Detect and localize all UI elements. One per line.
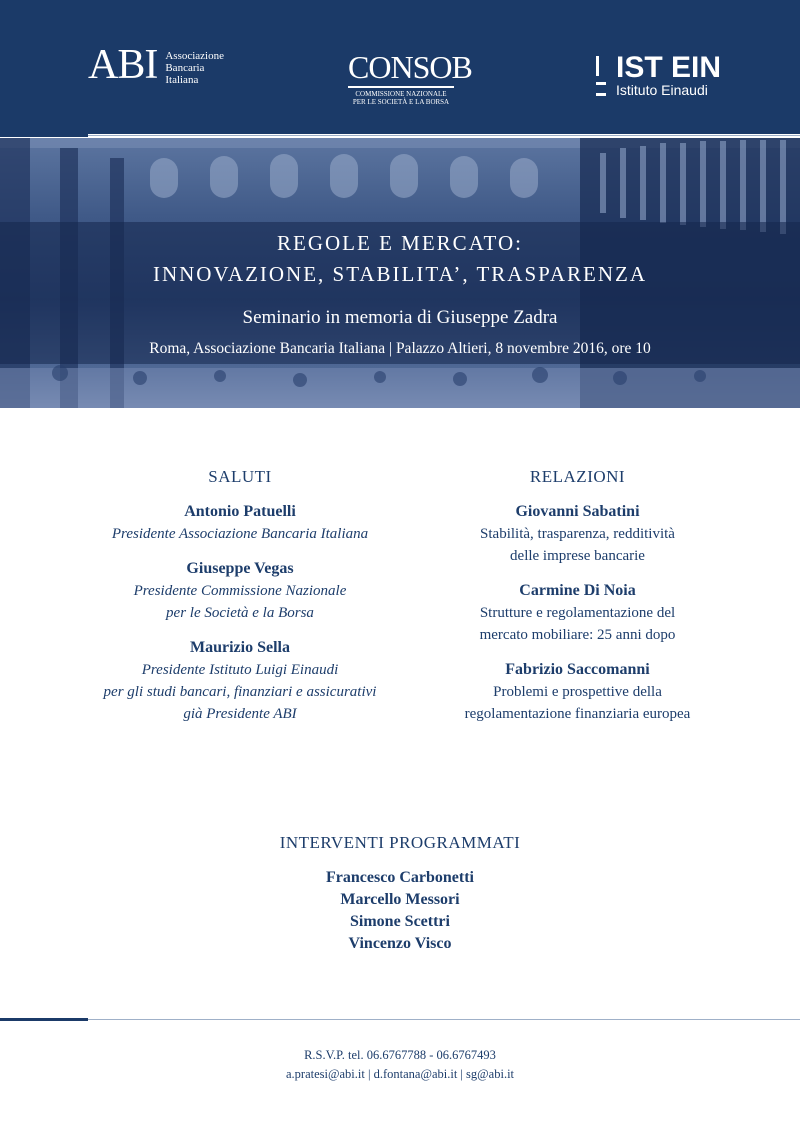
speaker-role: per le Società e la Borsa [166, 605, 314, 621]
einaudi-logo-text: Istituto Einaudi [616, 82, 708, 98]
speaker-entry [430, 659, 725, 725]
seminar-title-line1: REGOLE E MERCATO: [277, 231, 523, 255]
speaker-name: Antonio Patuelli [184, 503, 296, 520]
consob-logo-mark: CONSOB [348, 49, 472, 85]
speaker-role: Presidente Istituto Luigi Einaudi [141, 662, 339, 678]
speaker-entry [75, 637, 405, 725]
speaker-name: Francesco Carbonetti [326, 869, 474, 886]
speaker-role: Presidente Commissione Nazionale [133, 583, 347, 599]
speaker-entry [430, 580, 725, 646]
speaker-role: già Presidente ABI [183, 706, 297, 722]
rsvp-emails[interactable]: a.pratesi@abi.it | d.fontana@abi.it | sg@abi.it [285, 1067, 515, 1081]
rsvp-phone: R.S.V.P. tel. 06.6767788 - 06.6767493 [304, 1048, 496, 1062]
abi-logo-text [165, 50, 224, 86]
saluti-section [75, 467, 405, 738]
seminar-title-line2: INNOVAZIONE, STABILITA’, TRASPARENZA [152, 262, 648, 286]
talk-topic: regolamentazione finanziaria europea [464, 706, 691, 722]
talk-topic: delle imprese bancarie [510, 548, 645, 564]
abi-logo-line: Bancaria [165, 62, 205, 74]
consob-logo-rule [348, 86, 454, 88]
saluti-heading: SALUTI [208, 467, 272, 486]
speaker-name: Giuseppe Vegas [186, 560, 294, 577]
speaker-name: Simone Scettri [350, 913, 450, 930]
relazioni-section [430, 467, 725, 738]
speaker-entry [75, 558, 405, 624]
speaker-entry [430, 501, 725, 567]
abi-logo-mark: ABI [88, 42, 158, 88]
speaker-name: Vincenzo Visco [348, 935, 452, 952]
consob-logo-line: COMMISSIONE NAZIONALE [355, 90, 447, 98]
talk-topic: Problemi e prospettive della [493, 684, 662, 700]
interventi-section [0, 833, 800, 955]
speaker-name: Giovanni Sabatini [515, 503, 640, 520]
interventi-heading: INTERVENTI PROGRAMMATI [279, 833, 521, 852]
footer-accent-rule [0, 1018, 88, 1021]
footer-contacts [0, 1046, 800, 1084]
speaker-role: Presidente Associazione Bancaria Italiana [111, 526, 369, 542]
abi-logo [88, 44, 224, 86]
talk-topic: mercato mobiliare: 25 anni dopo [479, 627, 676, 643]
speaker-name: Fabrizio Saccomanni [505, 661, 650, 678]
consob-logo-line: PER LE SOCIETÀ E LA BORSA [352, 98, 450, 106]
relazioni-heading: RELAZIONI [529, 467, 626, 486]
header-divider [88, 135, 800, 136]
consob-logo [348, 49, 472, 106]
footer-divider [88, 1019, 800, 1020]
talk-topic: Strutture e regolamentazione del [479, 605, 676, 621]
header-accent-rule [0, 134, 88, 137]
speaker-name: Marcello Messori [340, 891, 460, 908]
einaudi-logo-bars-icon [596, 56, 606, 104]
seminar-venue: Roma, Associazione Bancaria Italiana | Palazzo Altieri, 8 novembre 2016, ore 10 [149, 340, 651, 357]
abi-logo-line: Associazione [165, 50, 224, 62]
seminar-subtitle: Seminario in memoria di Giuseppe Zadra [242, 307, 558, 328]
einaudi-logo [596, 51, 722, 98]
speaker-role: per gli studi bancari, finanziari e assicurativi [103, 684, 377, 700]
abi-logo-line: Italiana [165, 74, 199, 86]
speaker-entry [75, 501, 405, 545]
einaudi-logo-mark: IST EIN [616, 51, 722, 84]
talk-topic: Stabilità, trasparenza, redditività [480, 526, 675, 542]
header-bar [0, 0, 800, 134]
speaker-name: Maurizio Sella [190, 639, 290, 656]
speaker-name: Carmine Di Noia [519, 582, 636, 599]
